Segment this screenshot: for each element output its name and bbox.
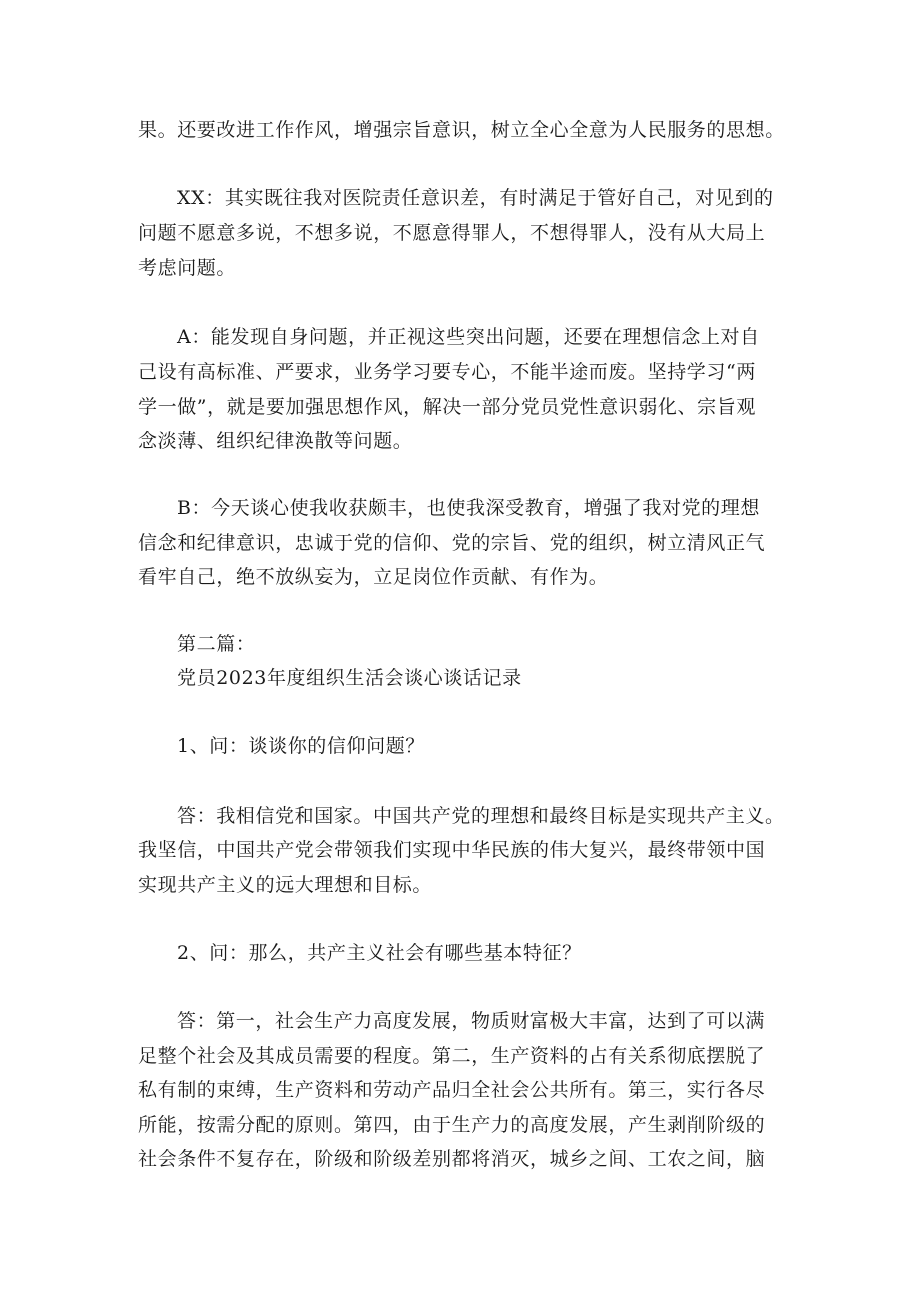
section-title: 党员2023年度组织生活会谈心谈话记录: [177, 667, 522, 689]
text-line: 我坚信，中国共产党会带领我们实现中华民族的伟大复兴，最终带领中国: [138, 839, 766, 861]
text-line: XX：其实既往我对医院责任意识差，有时满足于管好自己，对见到的: [177, 187, 774, 209]
text-line: 信念和纪律意识，忠诚于党的信仰、党的宗旨、党的组织，树立清风正气: [138, 532, 766, 554]
text-line: 社会条件不复存在，阶级和阶级差别都将消灭，城乡之间、工农之间，脑: [138, 1148, 766, 1170]
text-line: B：今天谈心使我收获颇丰，也使我深受教育，增强了我对党的理想: [177, 497, 760, 519]
section-label: 第二篇：: [177, 633, 256, 655]
text-line: 私有制的束缚，生产资料和劳动产品归全社会公共所有。第三，实行各尽: [138, 1079, 766, 1101]
text-line: 学一做”，就是要加强思想作风，解决一部分党员党性意识弱化、宗旨观: [138, 396, 756, 418]
text-line: 足整个社会及其成员需要的程度。第二，生产资料的占有关系彻底摆脱了: [138, 1045, 766, 1067]
text-line: 看牢自己，绝不放纵妄为，立足岗位作贡献、有作为。: [138, 566, 609, 588]
text-line: A：能发现自身问题，并正视这些突出问题，还要在理想信念上对自: [177, 326, 760, 348]
question-line: 2、问：那么，共产主义社会有哪些基本特征？: [177, 942, 582, 964]
text-line: 考虑问题。: [138, 257, 237, 279]
answer-line: 答：第一，社会生产力高度发展，物质财富极大丰富，达到了可以满: [177, 1010, 766, 1032]
text-line: 念淡薄、组织纪律涣散等问题。: [138, 430, 413, 452]
question-line: 1、问：谈谈你的信仰问题？: [177, 735, 425, 757]
answer-line: 答：我相信党和国家。中国共产党的理想和最终目标是实现共产主义。: [177, 805, 785, 827]
text-line: 实现共产主义的远大理想和目标。: [138, 874, 433, 896]
text-line: 所能，按需分配的原则。第四，由于生产力的高度发展，产生剥削阶级的: [138, 1114, 766, 1136]
text-line: 己设有高标准、严要求，业务学习要专心，不能半途而废。坚持学习“两: [138, 361, 756, 383]
text-line: 问题不愿意多说，不想多说，不愿意得罪人，不想得罪人，没有从大局上: [138, 222, 766, 244]
text-line: 果。还要改进工作作风，增强宗旨意识，树立全心全意为人民服务的思想。: [138, 119, 785, 141]
